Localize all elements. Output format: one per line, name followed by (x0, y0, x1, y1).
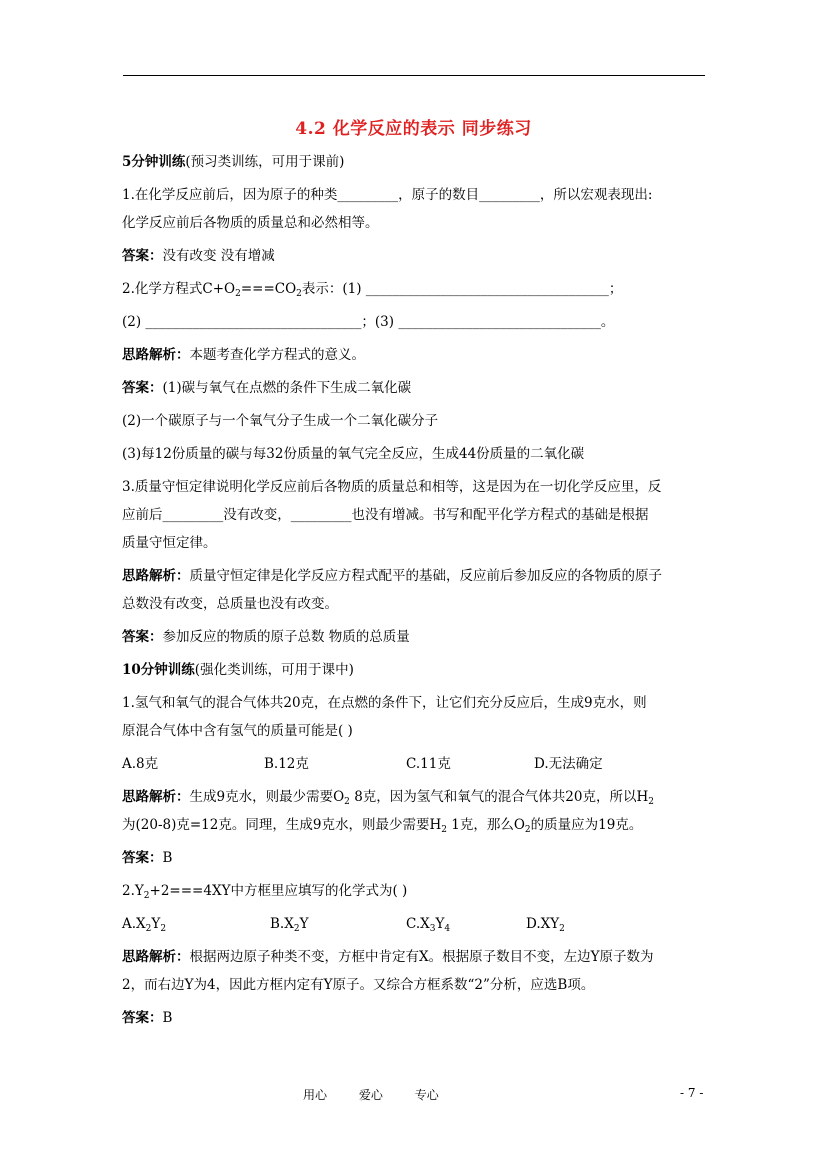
subscript: 2 (235, 289, 241, 299)
answer-line (122, 623, 708, 651)
answer-label: 答案： (122, 629, 163, 645)
option-b: $B.X_2Y$ (270, 916, 309, 934)
subscript: 2 (296, 289, 302, 299)
analysis-text: 总数没有改变，总质量也没有改变。 (122, 596, 338, 612)
answer-text: (3)每12份质量的碳与每32份质量的氧气完全反应，生成44份质量的二氧化碳 (122, 446, 585, 462)
analysis-label: 思路解析： (122, 568, 190, 584)
question-text: 化学反应前后各物质的质量总和必然相等。 (122, 215, 379, 231)
question-text: 原混合气体中含有氢气的质量可能是( ) (122, 723, 353, 739)
question-text: 1.在化学反应前后，因为原子的种类_________，原子的数目_________，所以宏观表现出: (122, 187, 653, 203)
answer-text: B (162, 1010, 173, 1026)
question-text (122, 877, 708, 905)
answer-line (122, 1004, 708, 1032)
analysis-line (122, 562, 708, 590)
footer-motto (303, 1086, 467, 1103)
analysis-fragment: 的质量应为19克。 (530, 817, 643, 833)
footer-word: 用心 (303, 1088, 328, 1102)
option-list (122, 910, 708, 938)
subscript: 2 (344, 797, 350, 807)
subscript: 2 (441, 825, 447, 835)
answer-text: (1)碳与氧气在点燃的条件下生成二氧化碳 (162, 380, 412, 396)
answer-text: 没有改变 没有增减 (162, 248, 275, 264)
answer-text: (2)一个碳原子与一个氧气分子生成一个二氧化碳分子 (122, 413, 439, 429)
analysis-line (122, 943, 708, 971)
section-heading-note: (强化类训练，可用于课中) (194, 662, 354, 678)
footer-word: 专心 (414, 1088, 439, 1102)
option-d: $D.XY_2$ (526, 916, 565, 934)
question-text: 应前后_________没有改变，_________也没有增减。书写和配平化学方程式的基础是根据 (122, 507, 649, 523)
question-fragment: ===CO (240, 281, 297, 297)
answer-label: 答案： (122, 850, 163, 866)
answer-text: B (162, 850, 173, 866)
question-text: 3.质量守恒定律说明化学反应前后各物质的质量总和相等，这是因为在一切化学反应里，反 (122, 479, 662, 495)
option-d: D.无法确定 (534, 756, 603, 772)
answer-line (122, 374, 708, 402)
question-text: (2) ________________________________；(3) ______________________________。 (122, 314, 615, 330)
option-b: B.12克 (264, 756, 309, 772)
analysis-fragment: 为(20-8)克=12克。同理，生成9克水，则最少需要H (122, 817, 442, 833)
question-fragment: +2===4XY中方框里应填写的化学式为( ) (149, 883, 408, 899)
analysis-label: 思路解析： (122, 347, 190, 363)
option-a: A.8克 (122, 756, 159, 772)
subscript: 2 (143, 891, 150, 901)
question-text: 1.氢气和氧气的混合气体共20克，在点燃的条件下，让它们充分反应后，生成9克水，则 (122, 695, 647, 711)
option-c: C.11克 (406, 756, 451, 772)
analysis-label: 思路解析： (122, 949, 190, 965)
subscript: 2 (648, 797, 654, 807)
answer-line (122, 844, 708, 872)
section-heading (122, 148, 708, 176)
answer-text: 参加反应的物质的原子总数 物质的总质量 (162, 629, 410, 645)
analysis-label: 思路解析： (122, 789, 190, 805)
question-fragment: 2.化学方程式C+O (122, 281, 236, 297)
question-fragment: 表示：(1) ____________________________________； (301, 281, 623, 297)
analysis-text: 2，而右边Y为4，因此方框内定有Y原子。又综合方框系数“2”分析，应选B项。 (122, 977, 595, 993)
analysis-text: 本题考查化学方程式的意义。 (189, 347, 365, 363)
analysis-text (122, 811, 708, 839)
analysis-text: 根据两边原子种类不变，方框中肯定有X。根据原子数目不变，左边Y原子数为 (189, 949, 654, 965)
option-list (122, 750, 708, 778)
document-body (122, 148, 708, 1037)
page-title: 4.2 化学反应的表示 同步练习 (295, 119, 532, 139)
answer-line (122, 242, 708, 270)
question-text: 质量守恒定律。 (122, 535, 217, 551)
page-number: - 7 - (680, 1086, 704, 1100)
section-heading-note: (预习类训练，可用于课前) (185, 154, 345, 170)
analysis-line (122, 783, 708, 811)
footer-word: 爱心 (358, 1088, 383, 1102)
analysis-text: 质量守恒定律是化学反应方程式配平的基础，反应前后参加反应的各物质的原子 (189, 568, 662, 584)
question-fragment: 2.Y (122, 883, 144, 899)
section-heading-label: 5分钟训练 (122, 154, 186, 170)
analysis-fragment: 生成9克水，则最少需要O (189, 789, 345, 805)
answer-label: 答案： (122, 248, 163, 264)
section-heading-label: 10分钟训练 (122, 662, 195, 678)
question-text (122, 275, 708, 303)
answer-label: 答案： (122, 380, 163, 396)
option-c: $C.X_3Y_4$ (406, 916, 451, 934)
header-rule (123, 75, 705, 76)
section-heading (122, 656, 708, 684)
subscript: 2 (524, 825, 531, 835)
option-a: $A.X_2Y_2$ (122, 916, 167, 934)
analysis-line (122, 341, 708, 369)
analysis-fragment: 1克，那么O (446, 817, 525, 833)
answer-label: 答案： (122, 1010, 163, 1026)
analysis-fragment: 8克，因为氢气和氧气的混合气体共20克，所以H (349, 789, 649, 805)
